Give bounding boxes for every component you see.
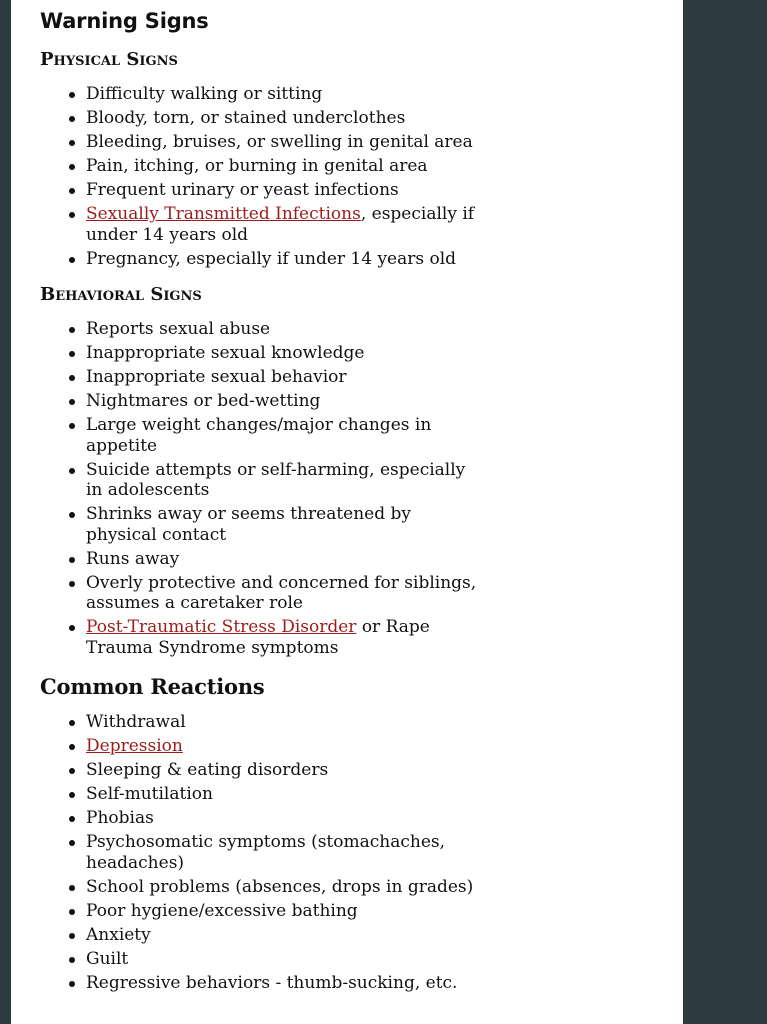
- list-item: Frequent urinary or yeast infections: [86, 180, 480, 201]
- list-item: Phobias: [86, 808, 480, 829]
- list-item: School problems (absences, drops in grades): [86, 877, 480, 898]
- ptsd-link[interactable]: Post-Traumatic Stress Disorder: [86, 617, 357, 637]
- list-item: Reports sexual abuse: [86, 319, 480, 340]
- article-page: [11, 0, 683, 1024]
- list-item: Regressive behaviors - thumb-sucking, etc.: [86, 973, 480, 994]
- depression-link[interactable]: Depression: [86, 736, 183, 756]
- list-item: Poor hygiene/excessive bathing: [86, 901, 480, 922]
- physical-signs-heading: Physical Signs: [40, 49, 178, 70]
- list-item: Large weight changes/major changes in appetite: [86, 415, 480, 456]
- common-reactions-list: [40, 712, 480, 993]
- common-reactions-heading: Common Reactions: [40, 674, 265, 699]
- list-item: Sexually Transmitted Infections, especially if under 14 years old: [86, 204, 480, 245]
- list-item: Anxiety: [86, 925, 480, 946]
- list-item: Sleeping & eating disorders: [86, 760, 480, 781]
- list-item: Difficulty walking or sitting: [86, 84, 480, 105]
- list-item: Post-Traumatic Stress Disorder or Rape Trauma Syndrome symptoms: [86, 617, 480, 658]
- behavioral-signs-heading: Behavioral Signs: [40, 284, 202, 305]
- article-content: [40, 0, 480, 997]
- right-sidebar-background: [683, 0, 767, 1024]
- sti-link[interactable]: Sexually Transmitted Infections: [86, 204, 361, 224]
- list-item: Psychosomatic symptoms (stomachaches, headaches): [86, 832, 480, 873]
- list-item: Withdrawal: [86, 712, 480, 733]
- list-item: Pregnancy, especially if under 14 years old: [86, 249, 480, 270]
- list-item: Shrinks away or seems threatened by physical contact: [86, 504, 480, 545]
- list-item: Inappropriate sexual knowledge: [86, 343, 480, 364]
- warning-signs-heading: Warning Signs: [40, 9, 209, 33]
- list-item: Runs away: [86, 549, 480, 570]
- list-item: Inappropriate sexual behavior: [86, 367, 480, 388]
- list-item: Nightmares or bed-wetting: [86, 391, 480, 412]
- list-item: Guilt: [86, 949, 480, 970]
- list-item: Self-mutilation: [86, 784, 480, 805]
- list-item: Suicide attempts or self-harming, especially in adolescents: [86, 460, 480, 501]
- list-item: Bloody, torn, or stained underclothes: [86, 108, 480, 129]
- list-item: Overly protective and concerned for siblings, assumes a caretaker role: [86, 573, 480, 614]
- list-item: Bleeding, bruises, or swelling in genital area: [86, 132, 480, 153]
- behavioral-signs-list: [40, 319, 480, 658]
- list-item: Pain, itching, or burning in genital area: [86, 156, 480, 177]
- physical-signs-list: [40, 84, 480, 269]
- list-item: [86, 736, 480, 757]
